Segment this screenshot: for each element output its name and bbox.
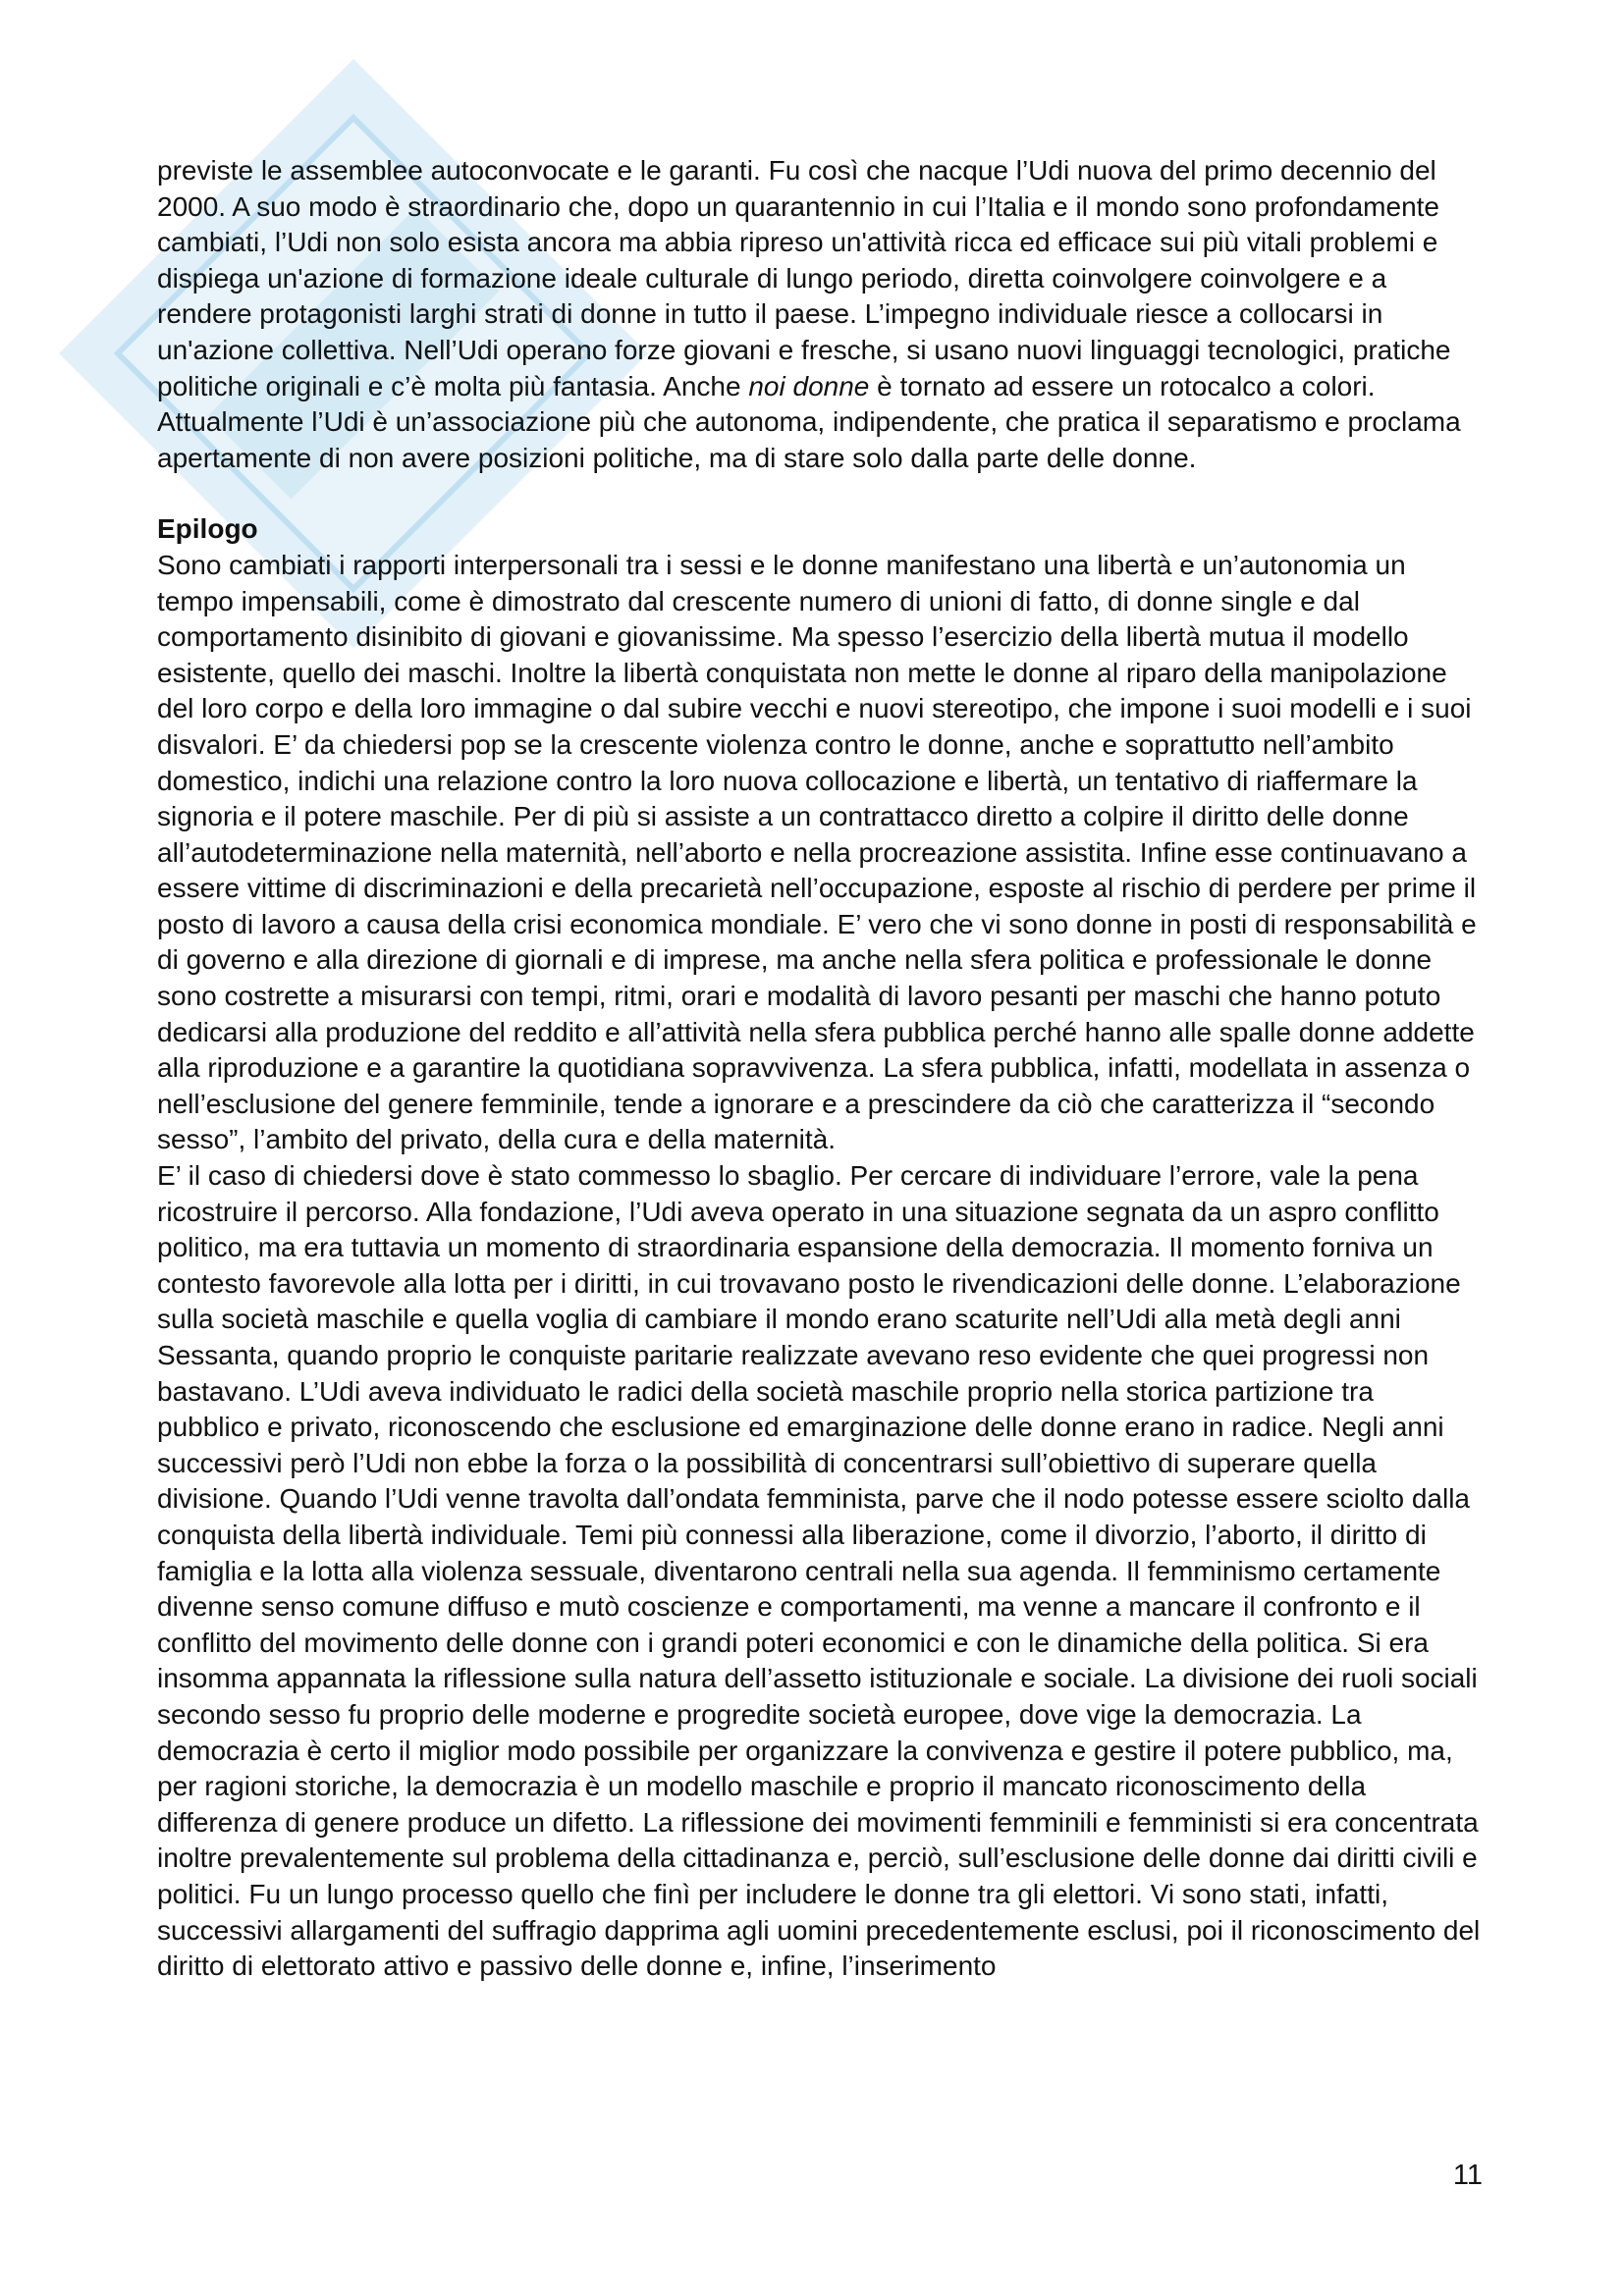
- lead-paragraph: [157, 153, 1483, 476]
- body-paragraph-1: Sono cambiati i rapporti interpersonali tra i sessi e le donne manifestano una libertà e un’autonomia un tempo impensabili, come è dimostrato dal crescente numero di unioni di fatto, di donne single e dal comportamento disinibito di giovani e giovanissime. Ma spesso l’esercizio della libertà mutua il modello esistente, quello dei maschi. Inoltre la libertà conquistata non mette le donne al riparo della manipolazione del loro corpo e della loro immagine o dal subire vecchi e nuovi stereotipo, che impone i suoi modelli e i suoi disvalori. E’ da chiedersi pop se la crescente violenza contro le donne, anche e soprattutto nell’ambito domestico, indichi una relazione contro la loro nuova collocazione e libertà, un tentativo di riaffermare la signoria e il potere maschile. Per di più si assiste a un contrattacco diretto a colpire il diritto delle donne all’autodeterminazione nella maternità, nell’aborto e nella procreazione assistita. Infine esse continuavano a essere vittime di discriminazioni e della precarietà nell’occupazione, esposte al rischio di perdere per prime il posto di lavoro a causa della crisi economica mondiale. E’ vero che vi sono donne in posti di responsabilità e di governo e alla direzione di giornali e di imprese, ma anche nella sfera politica e professionale le donne sono costrette a misurarsi con tempi, ritmi, orari e modalità di lavoro pesanti per maschi che hanno potuto dedicarsi alla produzione del reddito e all’attività nella sfera pubblica perché hanno alle spalle donne addette alla riproduzione e a garantire la quotidiana sopravvivenza. La sfera pubblica, infatti, modellata in assenza o nell’esclusione del genere femminile, tende a ignorare e a prescindere da ciò che caratterizza il “secondo sesso”, l’ambito del privato, della cura e della maternità.: [157, 549, 1477, 1155]
- body-paragraph-2: E’ il caso di chiedersi dove è stato commesso lo sbaglio. Per cercare di individuare l’errore, vale la pena ricostruire il percorso. Alla fondazione, l’Udi aveva operato in una situazione segnata da un aspro conflitto politico, ma era tuttavia un momento di straordinaria espansione della democrazia. Il momento forniva un contesto favorevole alla lotta per i diritti, in cui trovavano posto le rivendicazioni delle donne. L’elaborazione sulla società maschile e quella voglia di cambiare il mondo erano scaturite nell’Udi alla metà degli anni Sessanta, quando proprio le conquiste paritarie realizzate avevano reso evidente che quei progressi non bastavano. L’Udi aveva individuato le radici della società maschile proprio nella storica partizione tra pubblico e privato, riconoscendo che esclusione ed emarginazione delle donne erano in radice. Negli anni successivi però l’Udi non ebbe la forza o la possibilità di concentrarsi sull’obiettivo di superare quella divisione. Quando l’Udi venne travolta dall’ondata femminista, parve che il nodo potesse essere sciolto dalla conquista della libertà individuale. Temi più connessi alla liberazione, come il divorzio, l’aborto, il diritto di famiglia e la lotta alla violenza sessuale, diventarono centrali nella sua agenda. Il femminismo certamente divenne senso comune diffuso e mutò coscienze e comportamenti, ma venne a mancare il confronto e il conflitto del movimento delle donne con i grandi poteri economici e con le dinamiche della politica. Si era insomma appannata la riflessione sulla natura dell’assetto istituzionale e sociale. La divisione dei ruoli sociali secondo sesso fu proprio delle moderne e progredite società europee, dove vige la democrazia. La democrazia è certo il miglior modo possibile per organizzare la convivenza e gestire il potere pubblico, ma, per ragioni storiche, la democrazia è un modello maschile e proprio il mancato riconoscimento della differenza di genere produce un difetto. La riflessione dei movimenti femminili e femministi si era concentrata inoltre prevalentemente sul problema della cittadinanza e, perciò, sull’esclusione delle donne dai diritti civili e politici. Fu un lungo processo quello che finì per includere le donne tra gli elettori. Vi sono stati, infatti, successivi allargamenti del suffragio dapprima agli uomini precedentemente esclusi, poi il riconoscimento del diritto di elettorato attivo e passivo delle donne e, infine, l’inserimento: [157, 1160, 1481, 1982]
- lead-paragraph-text-part1: previste le assemblee autoconvocate e le garanti. Fu così che nacque l’Udi nuova del primo decennio del 2000. A suo modo è straordinario che, dopo un quarantennio in cui l’Italia e il mondo sono profondamente cambiati, l’Udi non solo esista ancora ma abbia ripreso un'attività ricca ed efficace sui più vitali problemi e dispiega un'azione di formazione ideale culturale di lungo periodo, diretta coinvolgere coinvolgere e a rendere protagonisti larghi strati di donne in tutto il paese. L’impegno individuale riesce a collocarsi in un'azione collettiva. Nell’Udi operano forze giovani e fresche, si usano nuovi linguaggi tecnologici, pratiche politiche originali e c’è molta più fantasia. Anche: [157, 155, 1451, 401]
- journal-title-italic: noi donne: [748, 370, 870, 401]
- section-heading: Epilogo: [157, 513, 258, 545]
- page-body: [157, 153, 1483, 1985]
- page-number: 11: [1452, 2160, 1483, 2191]
- lead-paragraph-text-part2: è tornato ad essere un rotocalco a colori. Attualmente l’Udi è un’associazione più che autonoma, indipendente, che pratica il separatismo e proclama apertamente di non avere posizioni politiche, ma di stare solo dalla parte delle donne.: [157, 370, 1461, 473]
